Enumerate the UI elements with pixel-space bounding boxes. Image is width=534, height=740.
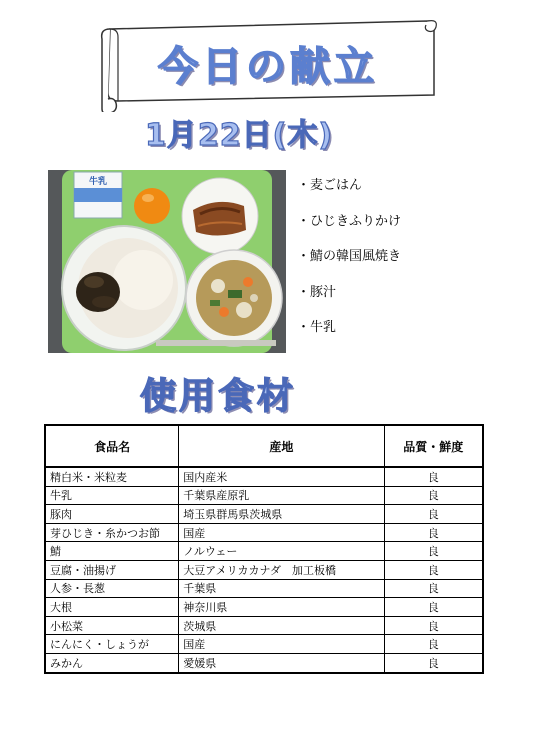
origin: 国内産米: [179, 467, 384, 486]
table-row: [45, 560, 483, 579]
menu-item: ・ひじきふりかけ: [297, 213, 402, 229]
table-row: [45, 505, 483, 524]
quality: 良: [384, 542, 483, 561]
quality: 良: [384, 505, 483, 524]
food-name: 大根: [45, 598, 179, 617]
origin: 千葉県: [179, 579, 384, 598]
table-row: [45, 598, 483, 617]
food-name: 豆腐・油揚げ: [45, 560, 179, 579]
table-row: [45, 635, 483, 654]
origin: 埼玉県群馬県茨城県: [179, 505, 384, 524]
food-name: 芽ひじき・糸かつお節: [45, 523, 179, 542]
column-header-quality: 品質・鮮度: [384, 425, 483, 467]
page-title: 今日の献立: [158, 44, 378, 90]
origin: ノルウェー: [179, 542, 384, 561]
svg-text:牛乳: 牛乳: [88, 177, 108, 187]
menu-list: [297, 178, 401, 356]
table-row: [45, 653, 483, 672]
table-row: [45, 523, 483, 542]
hijiki-furikake: [76, 272, 120, 312]
origin: 神奈川県: [179, 598, 384, 617]
food-name: 精白米・米粒麦: [45, 467, 179, 486]
origin: 千葉県産原乳: [179, 486, 384, 505]
table-row: [45, 467, 483, 486]
quality: 良: [384, 467, 483, 486]
food-name: 牛乳: [45, 486, 179, 505]
menu-date: 1月22日(木): [145, 118, 334, 153]
menu-item: ・鯖の韓国風焼き: [297, 249, 402, 264]
ingredients-heading: 使用食材: [140, 376, 297, 417]
food-name: 豚肉: [45, 505, 179, 524]
origin: 国産: [179, 523, 384, 542]
quality: 良: [384, 635, 483, 654]
title-banner: [98, 17, 438, 112]
table-row: [45, 542, 483, 561]
quality: 良: [384, 653, 483, 672]
food-name: 人参・長葱: [45, 579, 179, 598]
food-name: みかん: [45, 653, 179, 672]
origin: 茨城県: [179, 616, 384, 635]
quality: 良: [384, 616, 483, 635]
table-header-row: [45, 425, 483, 467]
quality: 良: [384, 579, 483, 598]
ingredients-table: [44, 424, 484, 674]
column-header-origin: 産地: [179, 425, 384, 467]
table-row: [45, 579, 483, 598]
mikan: [134, 188, 170, 224]
quality: 良: [384, 598, 483, 617]
origin: 大豆アメリカカナダ 加工板橋: [179, 560, 384, 579]
menu-item: ・麦ごはん: [297, 178, 363, 193]
table-row: [45, 486, 483, 505]
quality: 良: [384, 523, 483, 542]
quality: 良: [384, 560, 483, 579]
food-name: にんにく・しょうが: [45, 635, 179, 654]
column-header-food: 食品名: [45, 425, 179, 467]
lunch-photo: [48, 170, 286, 353]
origin: 国産: [179, 635, 384, 654]
food-name: 小松菜: [45, 616, 179, 635]
menu-item: ・牛乳: [297, 320, 337, 335]
table-row: [45, 616, 483, 635]
origin: 愛媛県: [179, 653, 384, 672]
milk-carton: [74, 172, 122, 218]
food-name: 鯖: [45, 542, 179, 561]
quality: 良: [384, 486, 483, 505]
menu-item: ・豚汁: [297, 284, 337, 300]
